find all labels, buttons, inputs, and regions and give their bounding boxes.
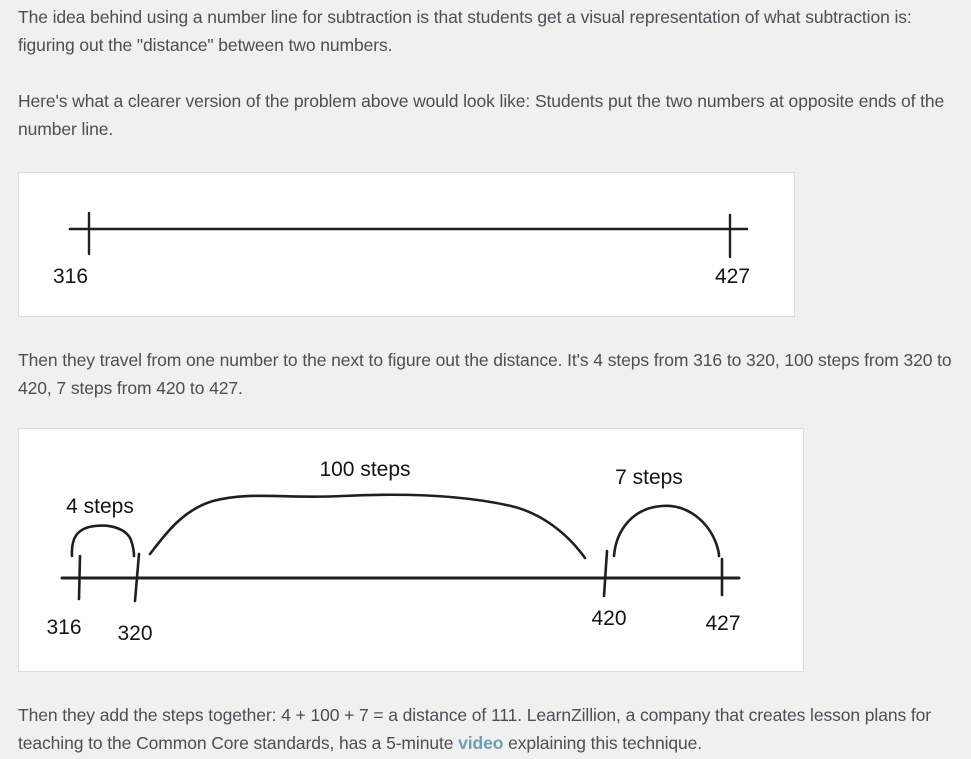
- number-line-steps-svg: [19, 429, 803, 671]
- label-316: 316: [53, 265, 89, 288]
- label-427: 427: [705, 612, 741, 635]
- label-100-steps: 100 steps: [319, 458, 411, 481]
- tick-420: [604, 551, 607, 596]
- arc-4-steps: [72, 526, 134, 556]
- tick-316: [79, 556, 80, 599]
- figure-number-line-endpoints: [18, 172, 795, 317]
- label-320: 320: [117, 622, 153, 645]
- label-427: 427: [715, 265, 751, 288]
- label-420: 420: [591, 607, 627, 630]
- conclusion-text-after: explaining this technique.: [503, 733, 703, 753]
- conclusion-text-before: Then they add the steps together: 4 + 100 + 7 = a distance of 111. LearnZillion, a company that creates lesson plans for teaching to the Common Core standards, has a 5-minute: [18, 705, 932, 753]
- paragraph-steps-explanation: Then they travel from one number to the next to figure out the distance. It's 4 steps from 316 to 320, 100 steps from 320 to 420, 7 steps from 420 to 427.: [18, 350, 952, 398]
- label-316: 316: [46, 616, 82, 639]
- label-7-steps: 7 steps: [615, 466, 683, 489]
- number-line-endpoints-svg: [19, 173, 794, 316]
- arc-100-steps: [150, 495, 585, 558]
- paragraph-intro: The idea behind using a number line for subtraction is that students get a visual representation of what subtraction is: figuring out the "distance" between two numbers.: [18, 7, 912, 55]
- label-4-steps: 4 steps: [66, 495, 134, 518]
- video-link[interactable]: video: [458, 733, 504, 753]
- figure-number-line-steps: [18, 428, 804, 672]
- paragraph-conclusion: [18, 701, 953, 757]
- arc-7-steps: [614, 506, 719, 556]
- paragraph-clearer-version: Here's what a clearer version of the problem above would look like: Students put the two numbers at opposite ends of the number line.: [18, 91, 945, 139]
